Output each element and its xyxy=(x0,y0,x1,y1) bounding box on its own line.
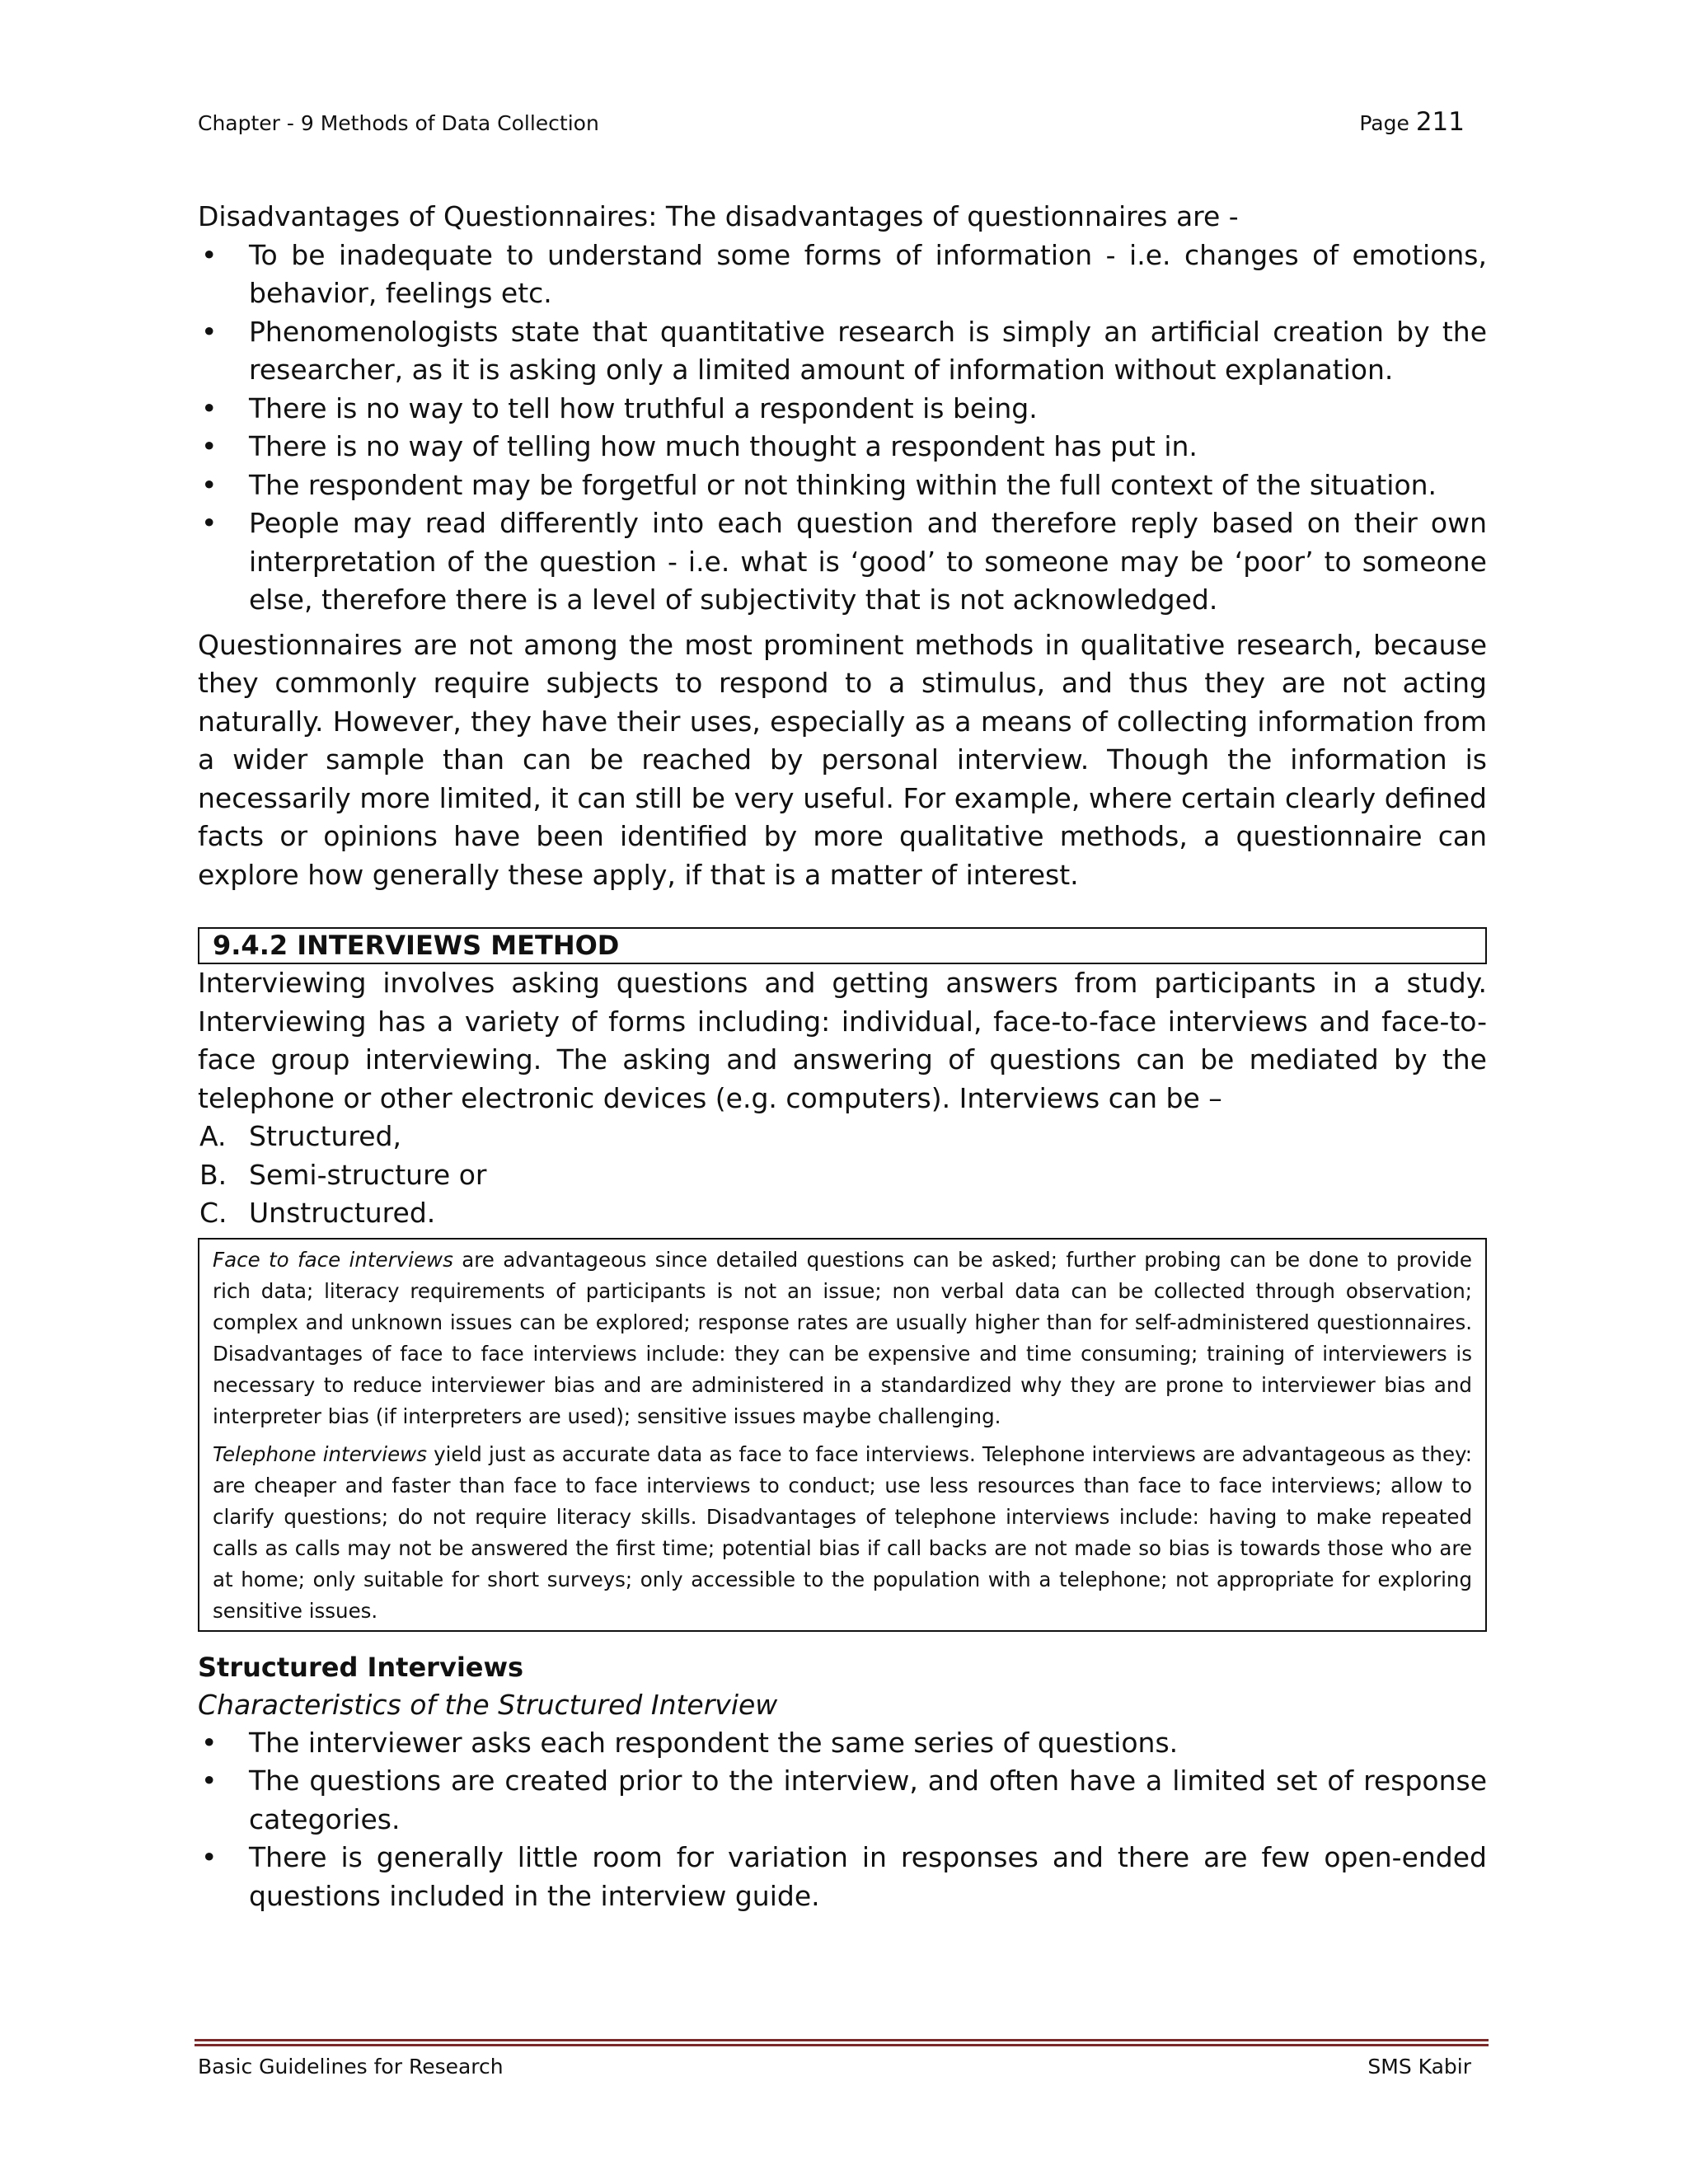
bullet-icon: • xyxy=(201,315,218,348)
page-label: Page xyxy=(1359,111,1409,135)
list-item: • The interviewer asks each respondent the same series of questions. xyxy=(198,1724,1487,1763)
structured-characteristics-heading: Characteristics of the Structured Interview xyxy=(198,1688,778,1721)
bullet-icon: • xyxy=(201,468,218,501)
chapter-title: Chapter - 9 Methods of Data Collection xyxy=(198,111,599,135)
list-item: • There is no way of telling how much thought a respondent has put in. xyxy=(198,428,1487,466)
list-marker: C. xyxy=(199,1197,227,1229)
page-header xyxy=(198,105,1465,138)
author-name: SMS Kabir xyxy=(1367,2055,1471,2079)
interview-types-list xyxy=(198,1118,1487,1233)
face-to-face-note: Face to face interviews are advantageous since detailed questions can be asked; further probing can be done to provide rich data; literacy requirements of participants is not an issue; non verbal data can be collected through observation; complex and unknown issues can be explored; response rates are usually higher than for self-administered questionnaires. Disadvantages of face to face interviews include: they can be expensive and time consuming; training of interviewers is necessary to reduce interviewer bias and are administered in a standardized why they are prone to interviewer bias and interpreter bias (if interpreters are used); sensitive issues maybe challenging. xyxy=(213,1247,1472,1428)
questionnaire-paragraph: Questionnaires are not among the most prominent methods in qualitative research, because they commonly require subjects to respond to a stimulus, and thus they are not acting naturally. However, they have their uses, especially as a means of collecting information from a wider sample than can be reached by personal interview. Though the information is necessarily more limited, it can still be very useful. For example, where certain clearly defined facts or opinions have been identified by more qualitative methods, a questionnaire can explore how generally these apply, if that is a matter of interest. xyxy=(198,628,1487,891)
list-item: B. Semi-structure or xyxy=(198,1156,1487,1195)
page-content xyxy=(198,198,1487,1915)
bullet-icon: • xyxy=(201,507,218,539)
list-item: A. Structured, xyxy=(198,1118,1487,1156)
section-heading-interviews: 9.4.2 INTERVIEWS METHOD xyxy=(198,927,1487,964)
list-item: • People may read differently into each question and therefore reply based on their own interpretation of the question - i.e. what is ‘good’ to someone may be ‘poor’ to someone else, therefore there is a level of subjectivity that is not acknowledged. xyxy=(198,504,1487,620)
telephone-term: Telephone interviews xyxy=(213,1441,427,1466)
list-item: C. Unstructured. xyxy=(198,1194,1487,1233)
bullet-icon: • xyxy=(201,238,218,271)
disadvantages-list xyxy=(198,237,1487,620)
list-item: • There is generally little room for variation in responses and there are few open-ended questions included in the interview guide. xyxy=(198,1839,1487,1915)
interviews-paragraph: Interviewing involves asking questions and getting answers from participants in a study. Interviewing has a variety of forms including: individual, face-to-face interviews and face-to-face group interviewing. The asking and answering of questions can be mediated by the telephone or other electronic devices (e.g. computers). Interviews can be – xyxy=(198,967,1487,1114)
bullet-icon: • xyxy=(201,1841,218,1873)
list-item: • The questions are created prior to the interview, and often have a limited set of response categories. xyxy=(198,1762,1487,1839)
interview-notes-box xyxy=(198,1238,1487,1632)
page-number-value: 211 xyxy=(1415,107,1465,137)
book-title: Basic Guidelines for Research xyxy=(198,2055,504,2079)
structured-characteristics-list xyxy=(198,1724,1487,1916)
list-item: • To be inadequate to understand some forms of information - i.e. changes of emotions, behavior, feelings etc. xyxy=(198,237,1487,313)
disadvantages-intro: Disadvantages of Questionnaires: The disadvantages of questionnaires are - xyxy=(198,200,1239,232)
list-marker: A. xyxy=(199,1120,227,1152)
list-item: • Phenomenologists state that quantitative research is simply an artificial creation by the researcher, as it is asking only a limited amount of information without explanation. xyxy=(198,313,1487,390)
bullet-icon: • xyxy=(201,1765,218,1797)
bullet-icon: • xyxy=(201,430,218,462)
bullet-icon: • xyxy=(201,1726,218,1759)
footer-divider xyxy=(195,2039,1489,2046)
list-item: • The respondent may be forgetful or not thinking within the full context of the situation. xyxy=(198,466,1487,505)
bullet-icon: • xyxy=(201,391,218,424)
list-item: • There is no way to tell how truthful a respondent is being. xyxy=(198,390,1487,429)
structured-interviews-heading: Structured Interviews xyxy=(198,1651,524,1683)
face-to-face-term: Face to face interviews xyxy=(213,1247,453,1272)
telephone-note: Telephone interviews yield just as accurate data as face to face interviews. Telephone interviews are advantageous as they: are cheaper and faster than face to face interviews to conduct; use less resources than face to face interviews; allow to clarify questions; do not require literacy skills. Disadvantages of telephone interviews include: having to make repeated calls as calls may not be answered the first time; potential bias if call backs are not made so bias is towards those who are at home; only suitable for short surveys; only accessible to the population with a telephone; not appropriate for exploring sensitive issues. xyxy=(213,1441,1472,1623)
page-number xyxy=(1359,107,1465,137)
list-marker: B. xyxy=(199,1158,227,1191)
